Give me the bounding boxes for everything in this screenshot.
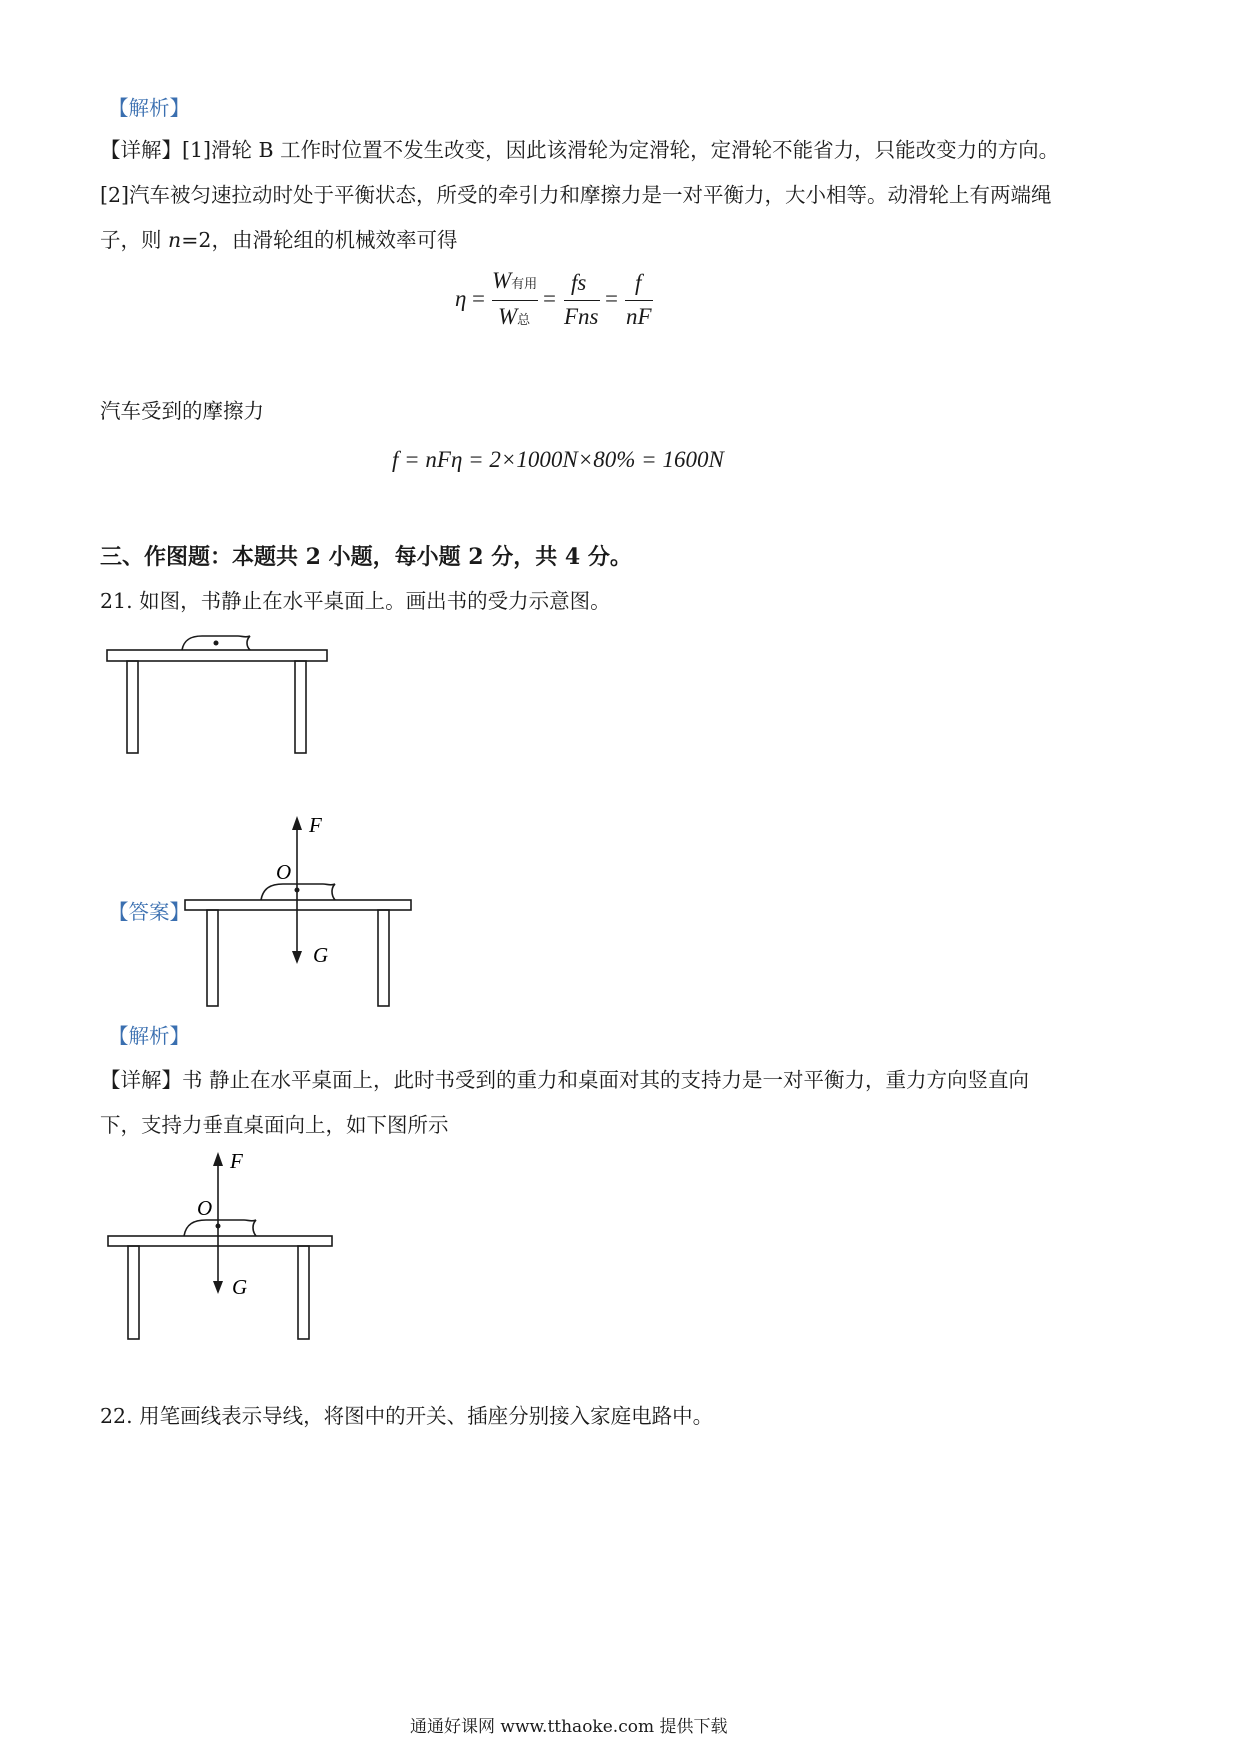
table-leg-left: [128, 1246, 139, 1339]
table-leg-left: [127, 661, 138, 753]
table-top: [107, 650, 327, 661]
eta-symbol: η: [455, 286, 467, 311]
label-G: G: [232, 1275, 248, 1299]
table-top: [108, 1236, 332, 1246]
question-21: 21. 如图，书静止在水平桌面上。画出书的受力示意图。: [100, 589, 611, 613]
label-F: F: [309, 813, 322, 837]
detail-text-1: [1]滑轮 B 工作时位置不发生改变，因此该滑轮为定滑轮，定滑轮不能省力，只能改变力的方向。: [182, 138, 1060, 162]
table-leg-right: [378, 910, 389, 1006]
fraction-line-1: [492, 300, 538, 301]
center-point-dot: [216, 1224, 221, 1229]
table-leg-right: [295, 661, 306, 753]
table-leg-left: [207, 910, 218, 1006]
fraction-line-3: [625, 300, 653, 301]
book-outline: [184, 1220, 256, 1236]
answer-tag: 【答案】: [108, 900, 190, 924]
detail-tag-2: 【详解】: [100, 1068, 182, 1092]
w-denominator: W总: [498, 304, 531, 329]
fns-denominator: Fns: [564, 304, 599, 329]
fs-numerator: fs: [571, 270, 587, 295]
label-G: G: [313, 943, 329, 967]
support-force-arrowhead: [292, 816, 302, 830]
figure-book-on-table: [100, 628, 340, 764]
variable-n: n: [168, 228, 182, 252]
detail-tag: 【详解】: [100, 138, 182, 162]
fraction-line-2: [564, 300, 600, 301]
w-numerator: W有用: [492, 268, 538, 293]
section-heading: 三、作图题：本题共 2 小题，每小题 2 分，共 4 分。: [100, 544, 632, 570]
detail-21-line-2: 下，支持力垂直桌面向上，如下图所示: [100, 1113, 449, 1137]
detail-line-1: [100, 136, 1059, 164]
book-center-dot: [214, 641, 219, 646]
label-F: F: [230, 1149, 243, 1173]
analysis-tag-2: 【解析】: [108, 1024, 190, 1048]
page-footer: 通通好课网 www.tthaoke.com 提供下载: [410, 1717, 728, 1737]
gravity-arrowhead: [292, 951, 302, 964]
center-point-dot: [295, 888, 300, 893]
f-numerator: f: [635, 270, 642, 295]
label-O: O: [276, 860, 292, 884]
friction-label: 汽车受到的摩擦力: [100, 399, 264, 423]
detail-line-3: 子，则 n=2，由滑轮组的机械效率可得: [100, 228, 458, 252]
gravity-arrowhead: [213, 1281, 223, 1294]
efficiency-equation: η = W有用 W总 = fs Fns = f nF: [455, 268, 652, 329]
table-leg-right: [298, 1246, 309, 1339]
figure-answer-forces: [175, 808, 425, 1012]
nf-denominator: nF: [626, 304, 652, 329]
question-22: 22. 用笔画线表示导线，将图中的开关、插座分别接入家庭电路中。: [100, 1404, 714, 1428]
support-force-arrowhead: [213, 1152, 223, 1166]
figure-solution-forces: [98, 1142, 344, 1346]
label-O: O: [197, 1196, 213, 1220]
analysis-tag: 【解析】: [108, 96, 190, 120]
friction-equation: f = nFη = 2×1000N×80% = 1600N: [392, 447, 724, 472]
detail-line-2: [2]汽车被匀速拉动时处于平衡状态，所受的牵引力和摩擦力是一对平衡力，大小相等。动滑轮上有两端绳: [100, 183, 1052, 207]
table-top: [185, 900, 411, 910]
detail-21-line-1: 【详解】书 静止在水平桌面上，此时书受到的重力和桌面对其的支持力是一对平衡力，重力方向竖直向: [100, 1068, 1030, 1092]
